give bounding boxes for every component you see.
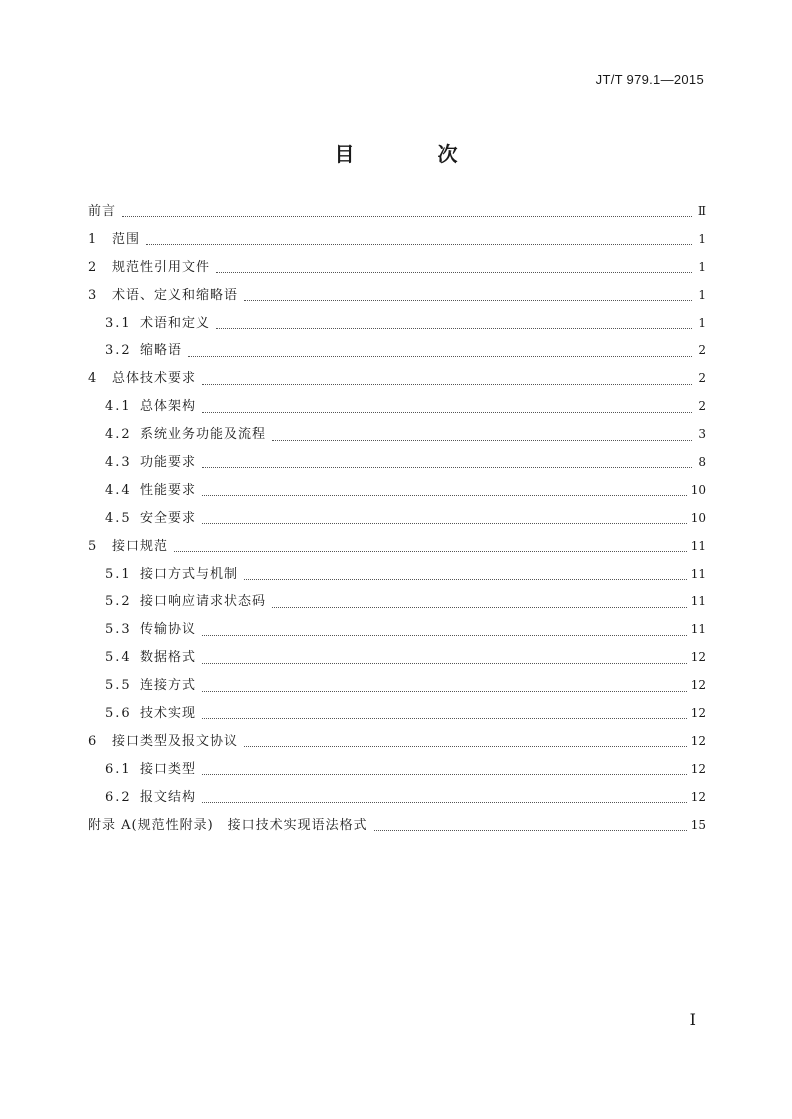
toc-entry-label: 总体技术要求 xyxy=(112,371,197,387)
dot-leader xyxy=(202,380,692,385)
toc-entry-page: 2 xyxy=(698,399,706,414)
toc-entry[interactable] xyxy=(88,282,706,310)
toc-entry[interactable] xyxy=(88,365,706,393)
toc-entry[interactable] xyxy=(88,254,706,282)
toc-entry[interactable] xyxy=(88,421,706,449)
table-of-contents xyxy=(88,198,706,839)
toc-entry-number: 6 xyxy=(88,733,97,749)
dot-leader xyxy=(244,296,692,301)
toc-entry[interactable] xyxy=(88,226,706,254)
dot-leader xyxy=(202,631,687,636)
toc-entry-number: 5.5 xyxy=(105,678,132,694)
toc-entry[interactable] xyxy=(88,449,706,477)
toc-entry-number: 4.3 xyxy=(105,455,132,471)
toc-entry-number: 5.1 xyxy=(105,566,132,582)
dot-leader xyxy=(202,408,692,413)
toc-entry-page: 11 xyxy=(690,594,706,609)
toc-entry-number: 4.2 xyxy=(105,427,132,443)
dot-leader xyxy=(202,798,687,803)
toc-entry[interactable] xyxy=(88,337,706,365)
toc-entry[interactable] xyxy=(88,310,706,338)
document-code: JT/T 979.1—2015 xyxy=(595,72,704,87)
toc-entry-label: 数据格式 xyxy=(140,650,197,666)
toc-entry[interactable] xyxy=(88,561,706,589)
dot-leader xyxy=(146,240,692,245)
dot-leader xyxy=(202,491,687,496)
toc-entry[interactable] xyxy=(88,533,706,561)
toc-entry-number: 1 xyxy=(88,231,97,247)
toc-entry[interactable] xyxy=(88,784,706,812)
toc-entry[interactable] xyxy=(88,477,706,505)
dot-leader xyxy=(216,324,692,329)
page-number: I xyxy=(689,1010,696,1029)
toc-entry-number: 5 xyxy=(88,538,97,554)
toc-entry[interactable] xyxy=(88,756,706,784)
toc-entry-label: 范围 xyxy=(112,231,141,247)
toc-entry-label: 接口响应请求状态码 xyxy=(140,594,267,610)
dot-leader xyxy=(272,603,687,608)
dot-leader xyxy=(202,519,687,524)
toc-entry-label: 总体架构 xyxy=(140,399,197,415)
toc-entry-label: 功能要求 xyxy=(140,455,197,471)
toc-entry-number: 4.5 xyxy=(105,510,132,526)
toc-entry-page: 12 xyxy=(690,789,706,804)
toc-entry-label: 术语、定义和缩略语 xyxy=(112,287,239,303)
toc-entry-page: 2 xyxy=(698,371,706,386)
toc-entry[interactable] xyxy=(88,728,706,756)
toc-entry-label: 规范性引用文件 xyxy=(112,259,211,275)
toc-entry-label: 接口方式与机制 xyxy=(140,566,239,582)
toc-entry-label: 接口类型及报文协议 xyxy=(112,733,239,749)
toc-entry[interactable] xyxy=(88,616,706,644)
toc-entry-label: 报文结构 xyxy=(140,789,197,805)
page-title: 目 次 xyxy=(334,142,496,166)
toc-entry-page: 3 xyxy=(698,427,706,442)
toc-entry-page: 12 xyxy=(690,733,706,748)
toc-entry-page: 1 xyxy=(698,231,706,246)
toc-entry-label: 前言 xyxy=(88,204,117,219)
toc-entry-label: 安全要求 xyxy=(140,510,197,526)
toc-entry-number: 5.3 xyxy=(105,622,132,638)
toc-entry-page: 12 xyxy=(690,706,706,721)
toc-entry-number: 4.1 xyxy=(105,399,132,415)
toc-entry-page: 8 xyxy=(698,455,706,470)
dot-leader xyxy=(202,714,687,719)
toc-entry-number: 3 xyxy=(88,287,97,303)
dot-leader xyxy=(202,687,687,692)
toc-entry-page: 11 xyxy=(690,538,706,553)
toc-entry-number: 6.1 xyxy=(105,761,132,777)
toc-entry-page: 2 xyxy=(698,343,706,358)
toc-entry-page: 11 xyxy=(690,622,706,637)
toc-entry-label: 系统业务功能及流程 xyxy=(140,427,267,443)
toc-entry-page: 1 xyxy=(698,287,706,302)
toc-entry-label: 附录 A(规范性附录) 接口技术实现语法格式 xyxy=(88,817,368,833)
toc-entry-page: 12 xyxy=(690,650,706,665)
toc-entry-page: 15 xyxy=(690,817,706,832)
toc-entry[interactable] xyxy=(88,588,706,616)
toc-entry-label: 接口类型 xyxy=(140,761,197,777)
toc-entry-number: 4.4 xyxy=(105,482,132,498)
toc-entry-label: 缩略语 xyxy=(140,343,183,359)
dot-leader xyxy=(122,212,692,217)
toc-entry-number: 6.2 xyxy=(105,789,132,805)
toc-entry-page: 11 xyxy=(690,566,706,581)
dot-leader xyxy=(202,463,692,468)
toc-entry-label: 性能要求 xyxy=(140,482,197,498)
toc-entry-number: 3.1 xyxy=(105,315,132,331)
toc-entry-page: 12 xyxy=(690,761,706,776)
toc-entry-label: 传输协议 xyxy=(140,622,197,638)
dot-leader xyxy=(272,436,692,441)
toc-entry[interactable] xyxy=(88,393,706,421)
toc-entry-page: 10 xyxy=(690,482,706,497)
toc-entry-number: 5.4 xyxy=(105,650,132,666)
toc-entry-page: Ⅱ xyxy=(697,204,706,218)
toc-entry-page: 10 xyxy=(690,510,706,525)
dot-leader xyxy=(244,575,687,580)
toc-entry-label: 连接方式 xyxy=(140,678,197,694)
dot-leader xyxy=(202,659,687,664)
toc-entry-label: 技术实现 xyxy=(140,706,197,722)
dot-leader xyxy=(374,826,687,831)
toc-entry-number: 5.6 xyxy=(105,706,132,722)
toc-entry[interactable] xyxy=(88,672,706,700)
toc-entry[interactable] xyxy=(88,812,706,840)
toc-entry-page: 1 xyxy=(698,315,706,330)
toc-entry[interactable] xyxy=(88,700,706,728)
toc-entry-page: 12 xyxy=(690,678,706,693)
toc-entry[interactable] xyxy=(88,198,706,226)
toc-entry[interactable] xyxy=(88,505,706,533)
toc-entry-number: 3.2 xyxy=(105,343,132,359)
dot-leader xyxy=(174,547,687,552)
toc-entry-label: 接口规范 xyxy=(112,538,169,554)
toc-entry-label: 术语和定义 xyxy=(140,315,211,331)
dot-leader xyxy=(216,268,692,273)
toc-entry-page: 1 xyxy=(698,259,706,274)
dot-leader xyxy=(202,770,687,775)
toc-entry[interactable] xyxy=(88,644,706,672)
toc-entry-number: 2 xyxy=(88,259,97,275)
toc-entry-number: 4 xyxy=(88,371,97,387)
dot-leader xyxy=(244,742,687,747)
dot-leader xyxy=(188,352,692,357)
toc-entry-number: 5.2 xyxy=(105,594,132,610)
